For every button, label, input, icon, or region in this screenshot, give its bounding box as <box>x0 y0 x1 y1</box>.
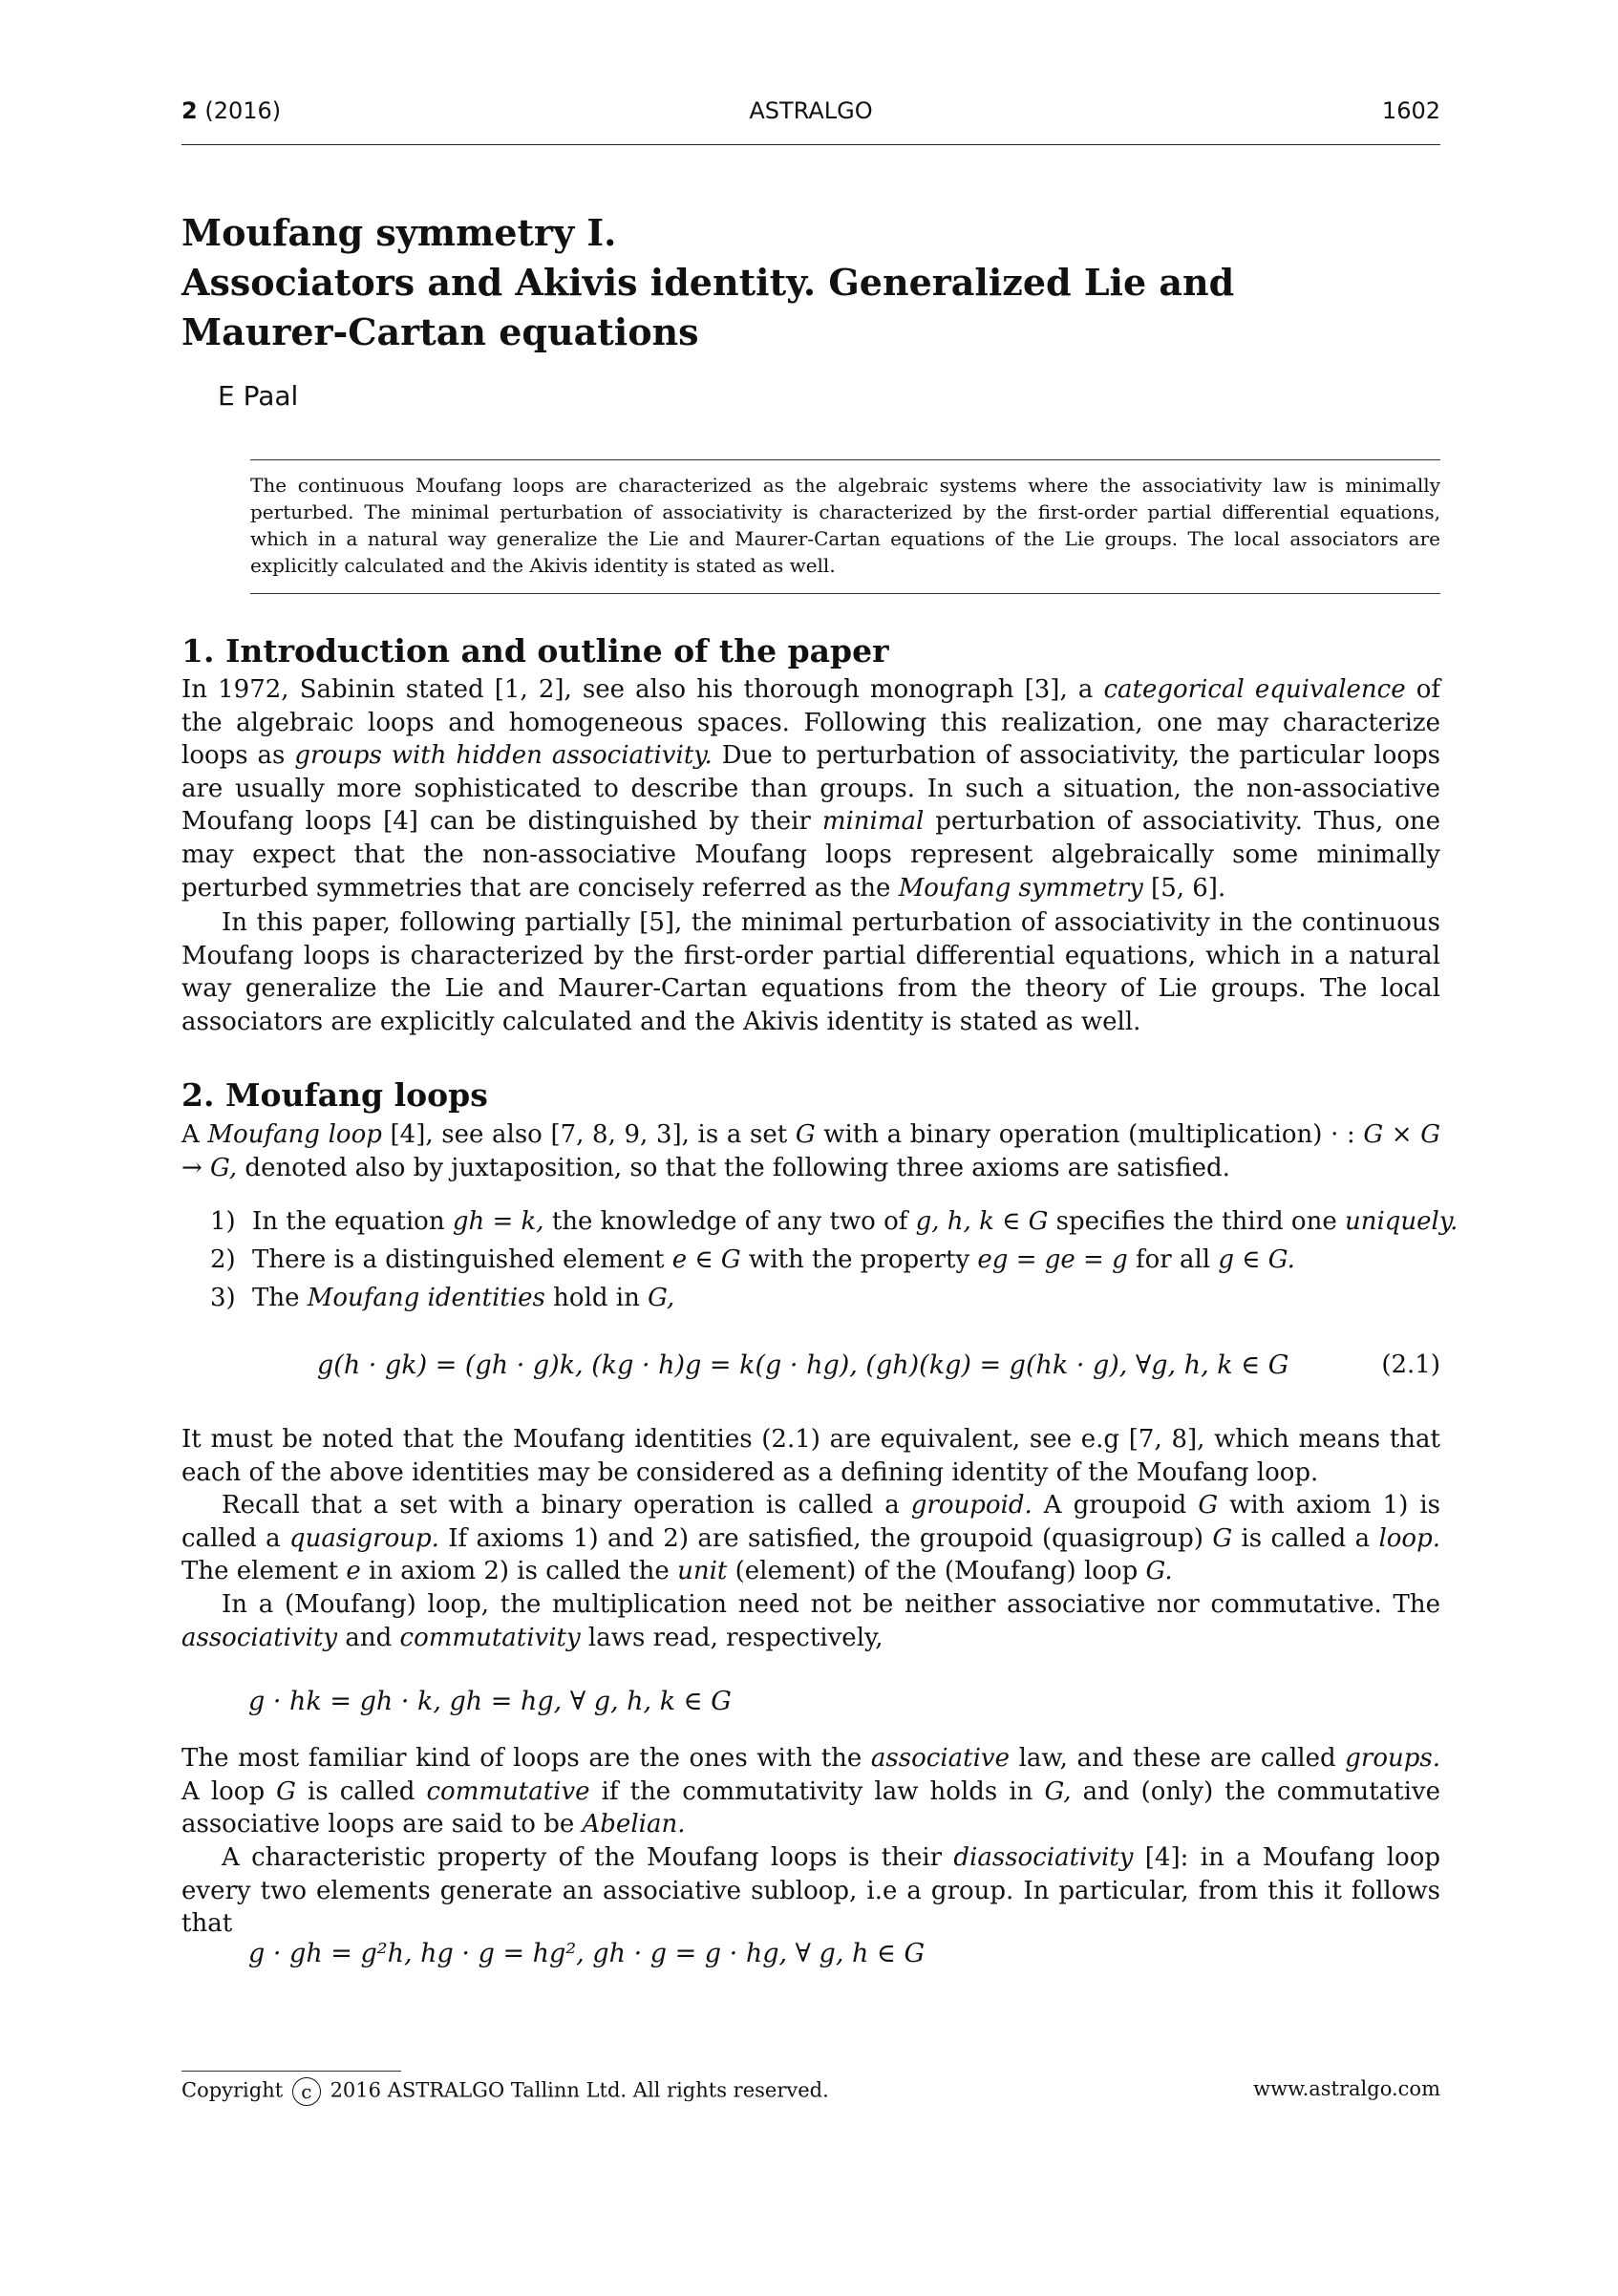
equation-2-1-label: (2.1) <box>1381 1350 1440 1379</box>
volume-year: 2 (2016) <box>181 97 282 124</box>
section-2-paragraph-5: The most familiar kind of loops are the ones with the associative law, and these are called groups. A loop G is called commutative if the commutativity law holds in G, and (only) the commutative associative loops are said to be Abelian. <box>181 1744 1440 1839</box>
section-2-paragraph-2: It must be noted that the Moufang identities (2.1) are equivalent, see e.g [7, 8], which means that each of the above identities may be considered as a defining identity of the Moufang loop. <box>181 1425 1440 1487</box>
section-2-paragraph-1: A Moufang loop [4], see also [7, 8, 9, 3], is a set G with a binary operation (multiplication) · : G × G → G, denoted also by juxtaposition, so that the following three axioms are satisfied. <box>181 1120 1440 1182</box>
abstract-bottom-rule <box>250 593 1440 594</box>
section-1-paragraph-2: In this paper, following partially [5], the minimal perturbation of associativity in the continuous Moufang loops is characterized by the first-order partial differential equations, which in a natural way generalize the Lie and Maurer-Cartan equations from the theory of Lie groups. The local associators are explicitly calculated and the Akivis identity is stated as well. <box>181 908 1440 1036</box>
section-1-heading: 1. Introduction and outline of the paper <box>181 632 889 670</box>
copyright-icon: c <box>292 2077 321 2106</box>
section-2-heading: 2. Moufang loops <box>181 1076 488 1114</box>
axiom-1: 1) In the equation gh = k, the knowledge of any two of g, h, k ∈ G specifies the third one uniquely. <box>210 1207 1458 1236</box>
section-2-paragraph-4: In a (Moufang) loop, the multiplication need not be neither associative nor commutative. The associativity and commutativity laws read, respectively, <box>181 1590 1440 1652</box>
section-2-paragraph-3: Recall that a set with a binary operation is called a groupoid. A groupoid G with axiom 1) is called a quasigroup. If axioms 1) and 2) are satisfied, the groupoid (quasigroup) G is called a loop. The element e in axiom 2) is called the unit (element) of the (Moufang) loop G. <box>181 1491 1441 1586</box>
section-1-paragraph-1: In 1972, Sabinin stated [1, 2], see also his thorough monograph [3], a categorical equivalence of the algebraic loops and homogeneous spaces. Following this realization, one may characterize loops as groups with hidden associativity. Due to perturbation of associativity, the particular loops are usually more sophisticated to describe than groups. In such a situation, the non-associative Moufang loops [4] can be distinguished by their minimal perturbation of associativity. Thus, one may expect that the non-associative Moufang loops represent algebraically some minimally perturbed symmetries that are concisely referred as the Moufang symmetry [5, 6]. <box>181 675 1440 903</box>
equation-diassociativity: g · gh = g²h, hg · g = hg², gh · g = g · hg, ∀ g, h ∈ G <box>248 1939 926 1968</box>
equation-associativity-commutativity: g · hk = gh · k, gh = hg, ∀ g, h, k ∈ G <box>248 1687 732 1716</box>
equation-2-1: g(h · gk) = (gh · g)k, (kg · h)g = k(g · hg), (gh)(kg) = g(hk · g), ∀g, h, k ∈ G <box>317 1350 1289 1380</box>
copyright-notice: Copyright c 2016 ASTRALGO Tallinn Ltd. All rights reserved. <box>181 2077 829 2106</box>
page-number: 1602 <box>1381 97 1440 124</box>
axiom-2: 2) There is a distinguished element e ∈ G with the property eg = ge = g for all g ∈ G. <box>210 1245 1295 1274</box>
footer-rule <box>181 2071 401 2072</box>
running-header <box>181 97 1440 130</box>
header-rule <box>181 144 1440 145</box>
author: E Paal <box>218 380 299 412</box>
abstract: The continuous Moufang loops are characterized as the algebraic systems where the associativity law is minimally perturbed. The minimal perturbation of associativity is characterized by the first-order partial differential equations, which in a natural way generalize the Lie and Maurer-Cartan equations of the Lie groups. The local associators are explicitly calculated and the Akivis identity is stated as well. <box>250 474 1440 577</box>
journal-name: ASTRALGO <box>749 97 873 124</box>
website-link[interactable]: www.astralgo.com <box>1253 2077 1440 2100</box>
abstract-top-rule <box>250 459 1440 460</box>
axiom-3: 3) The Moufang identities hold in G, <box>210 1284 675 1312</box>
section-2-paragraph-6: A characteristic property of the Moufang loops is their diassociativity [4]: in a Moufang loop every two elements generate an associative subloop, i.e a group. In particular, from this it follows that <box>181 1843 1440 1939</box>
paper-title: Moufang symmetry I. Associators and Akivis identity. Generalized Lie and Maurer-Cartan equations <box>181 211 1235 353</box>
